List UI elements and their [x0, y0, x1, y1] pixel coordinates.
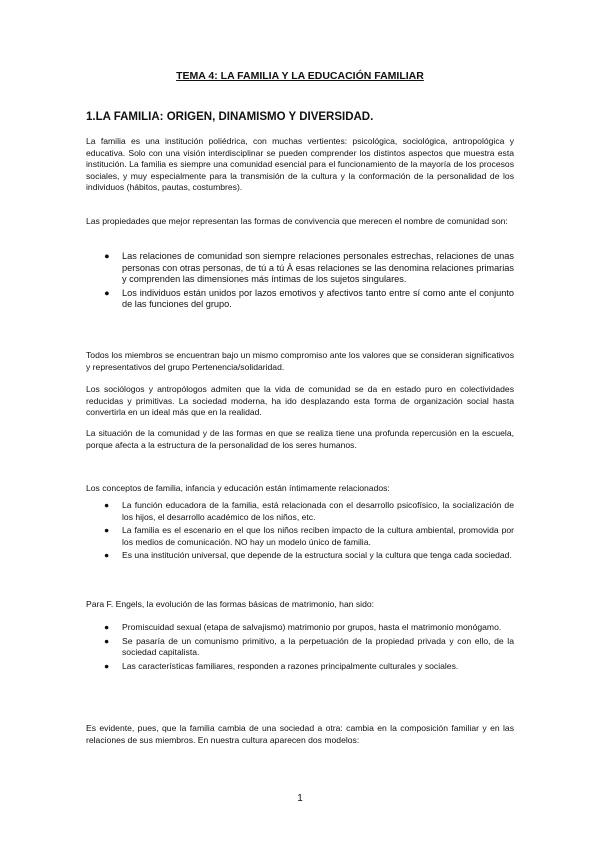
page-number: 1: [297, 793, 303, 804]
list-item: ● La función educadora de la familia, está relacionada con el desarrollo psicofísico, la socialización de los hijos, el desarrollo académico de los niños, etc.: [104, 500, 514, 522]
list-item: ● Promiscuidad sexual (etapa de salvajismo) matrimonio por grupos, hasta el matrimonio monógamo.: [104, 622, 502, 632]
list-item: ● Las relaciones de comunidad son siempre relaciones personales estrechas, relaciones de unas personas con otras personas, de tú a tú À esas relaciones se las denomina relaciones primarias y comprenden las dimensiones más íntimas de los sujetos singulares.: [104, 251, 514, 284]
section-heading: 1.LA FAMILIA: ORIGEN, DINAMISMO Y DIVERSIDAD.: [86, 111, 374, 123]
paragraph-intro: La familia es una institución poliédrica, con muchas vertientes: psicológica, sociológica, antropológica y educativa. Solo con una visión interdisciplinar se pueden comprender los distintos aspectos que muestra esta institución. La familia es siempre una comunidad esencial para el funcionamiento de la mayoría de los procesos sociales, y muy especialmente para la transmisión de la cultura y la conformación de la personalidad de los individuos (hábitos, pautas, costumbres).: [86, 136, 514, 192]
paragraph-concepts: Los conceptos de familia, infancia y educación están íntimamente relacionados:: [86, 483, 390, 493]
bullet-list-community: [104, 251, 514, 313]
bullet-icon: ●: [104, 660, 110, 671]
bullet-icon: ●: [104, 500, 110, 510]
bullet-icon: ●: [104, 550, 110, 560]
bullet-icon: ●: [104, 525, 110, 535]
list-item: ● Las características familiares, responden a razones principalmente culturales y sociales.: [104, 660, 459, 671]
bullet-list-family-education: [104, 500, 514, 564]
bullet-icon: ●: [104, 287, 110, 298]
list-item: ● Es una institución universal, que depende de la estructura social y la cultura que tenga cada sociedad.: [104, 550, 512, 560]
paragraph-properties: Las propiedades que mejor representan las formas de convivencia que merecen el nombre de comunidad son:: [86, 216, 508, 226]
bullet-list-marriage: [104, 622, 514, 674]
paragraph-sociologists: Los sociólogos y antropólogos admiten que la vida de comunidad se da en estado puro en colectividades reducidas y primitivas. La sociedad moderna, ha ido desplazando esta forma de organización social hasta convertirla en un ideal más que en la realidad.: [86, 384, 514, 417]
document-title: TEMA 4: LA FAMILIA Y LA EDUCACIÓN FAMILIAR: [176, 70, 424, 82]
paragraph-models: Es evidente, pues, que la familia cambia de una sociedad a otra: cambia en la composición familiar y en las relaciones de sus miembros. En nuestra cultura aparecen dos modelos:: [86, 723, 514, 745]
bullet-icon: ●: [104, 635, 110, 646]
paragraph-engels: Para F. Engels, la evolución de las formas básicas de matrimonio, han sido:: [86, 599, 375, 609]
list-item: ● La familia es el escenario en el que los niños reciben impacto de la cultura ambiental, promovida por los medios de comunicación. NO hay un modelo único de familia.: [104, 525, 514, 547]
bullet-icon: ●: [104, 622, 110, 632]
bullet-icon: ●: [104, 251, 110, 261]
paragraph-school: La situación de la comunidad y de las formas en que se realiza tiene una profunda repercusión en la escuela, porque afecta a la estructura de la personalidad de los seres humanos.: [86, 428, 514, 450]
paragraph-commitment: Todos los miembros se encuentran bajo un mismo compromiso ante los valores que se consideran significativos y representativos del grupo Pertenencia/solidaridad.: [86, 350, 514, 372]
list-item: ● Se pasaría de un comunismo primitivo, a la perpetuación de la propiedad privada y con ello, de la sociedad capitalista.: [104, 635, 514, 657]
document-page: [86, 0, 514, 848]
list-item: ● Los individuos están unidos por lazos emotivos y afectivos tanto entre sí como ante el conjunto de las funciones del grupo.: [104, 287, 514, 309]
